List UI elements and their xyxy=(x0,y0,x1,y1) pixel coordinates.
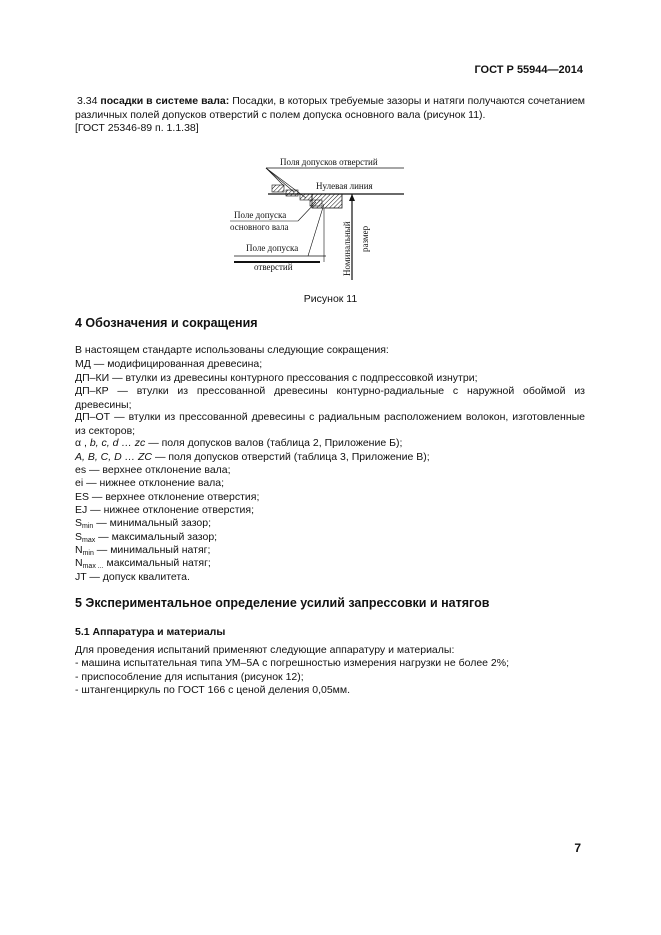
section-5-1-title: 5.1 Аппаратура и материалы xyxy=(75,626,226,638)
figure-caption: Рисунок 11 xyxy=(303,293,358,305)
abbrev-md: МД — модифицированная древесина; xyxy=(75,358,263,370)
shaft-field xyxy=(312,194,342,208)
abbrev-dp-ki: ДП–КИ — втулки из древесины контурного прессования с подпрессовкой изнутри; xyxy=(75,372,478,384)
clause-3-34 xyxy=(75,94,585,122)
n-min-sub: min xyxy=(82,550,94,557)
n-max-sub: max ... xyxy=(82,563,104,570)
clause-reference: [ГОСТ 25346-89 п. 1.1.38] xyxy=(75,122,199,134)
equipment-item-3: - штангенциркуль по ГОСТ 166 с ценой деления 0,05мм. xyxy=(75,684,351,696)
shaft-fields-line xyxy=(75,437,585,451)
s-min-text: — минимальный зазор; xyxy=(96,517,211,529)
hole-field-2 xyxy=(286,190,298,196)
s-max-text: — максимальный зазор; xyxy=(98,531,218,543)
leader-to-shaft xyxy=(298,202,316,221)
clause-text: Посадки, в которых требуемые зазоры и натяги получаются сочетанием различных полей допусков отверстий с полем допуска основного вала (рисунок 11). xyxy=(75,95,586,121)
s-max-base: S xyxy=(75,531,83,543)
def-es: es — верхнее отклонение вала; xyxy=(75,464,231,476)
s-min-sub: min xyxy=(82,523,94,530)
section-4-intro: В настоящем стандарте использованы следующие сокращения: xyxy=(75,344,389,356)
n-max-text: максимальный натяг; xyxy=(106,557,211,569)
figure-11-diagram xyxy=(228,152,408,282)
label-size: размер xyxy=(360,225,370,252)
label-nominal: Номинальный xyxy=(342,221,352,276)
n-min-base: N xyxy=(75,544,83,556)
label-hole-tolerance-2: отверстий xyxy=(254,262,293,272)
dimension-arrow-icon xyxy=(349,194,355,201)
def-ei: ei — нижнее отклонение вала; xyxy=(75,477,225,489)
def-jt: JT — допуск квалитета. xyxy=(75,571,190,583)
s-min-base: S xyxy=(75,517,83,529)
page-number: 7 xyxy=(574,841,581,855)
def-ES: ES — верхнее отклонение отверстия; xyxy=(75,491,260,503)
hole-fields-line xyxy=(75,451,585,465)
n-max-base: N xyxy=(75,557,83,569)
shaft-fields-symbols: b, c, d … zc xyxy=(89,437,146,449)
s-max-sub: max xyxy=(82,537,96,544)
equipment-item-1: - машина испытательная типа УМ–5А с погрешностью измерения нагрузки не более 2%; xyxy=(75,657,510,669)
label-shaft-tolerance-2: основного вала xyxy=(230,222,289,232)
shaft-fields-desc: — поля допусков валов (таблица 2, Приложение Б); xyxy=(148,437,403,449)
label-zero-line: Нулевая линия xyxy=(316,181,373,191)
def-EJ: EJ — нижнее отклонение отверстия; xyxy=(75,504,255,516)
section-4-title: 4 Обозначения и сокращения xyxy=(75,316,258,330)
clause-term: посадки в системе вала: xyxy=(100,95,230,107)
label-holes-tolerance: Поля допусков отверстий xyxy=(280,157,378,167)
leader-to-hole-4 xyxy=(308,204,324,256)
abbrev-dp-ot: ДП–ОТ — втулки из прессованной древесины с радиальным расположением волокон, изготовленные из секторов; xyxy=(75,411,585,437)
hole-fields-desc: — поля допусков отверстий (таблица 3, Приложение В); xyxy=(154,451,430,463)
hole-fields-symbols: A, B, C, D … ZC xyxy=(75,451,153,463)
label-shaft-tolerance-1: Поле допуска xyxy=(234,210,287,220)
clause-number: 3.34 xyxy=(77,95,98,107)
equipment-item-2: - приспособление для испытания (рисунок 12); xyxy=(75,671,304,683)
label-hole-tolerance-1: Поле допуска xyxy=(246,243,299,253)
abbrev-dp-kr: ДП–КР — втулки из прессованной древесины контурно-радиальные с наружной обоймой из древесины; xyxy=(75,385,585,411)
document-id: ГОСТ Р 55944—2014 xyxy=(474,64,583,76)
n-min-text: — минимальный натяг; xyxy=(96,544,211,556)
hole-field-1 xyxy=(272,185,284,192)
alpha-symbol: α , xyxy=(75,437,87,449)
hole-field-3 xyxy=(300,194,312,200)
section-5-title: 5 Экспериментальное определение усилий запрессовки и натягов xyxy=(75,596,490,610)
section-5-intro: Для проведения испытаний применяют следующие аппаратуру и материалы: xyxy=(75,644,455,656)
